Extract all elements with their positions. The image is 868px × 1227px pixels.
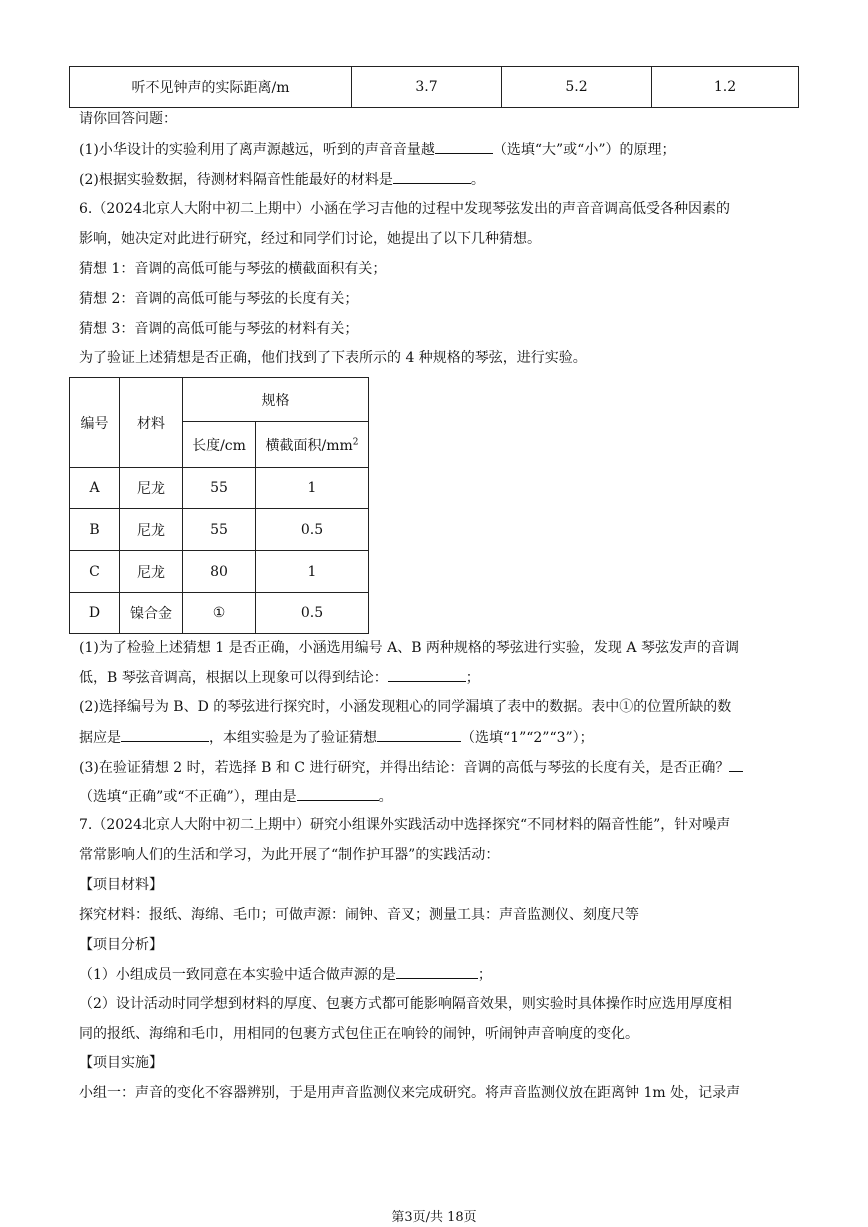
q5-part2-text: (2)根据实验数据，待测材料隔音性能最好的材料是 <box>79 172 393 188</box>
q7-implementation-1: 小组一：声音的变化不容器辨别，于是用声音监测仪来完成研究。将声音监测仪放在距离钟 1m 处，记录声 <box>79 1085 741 1101</box>
q7-heading-analysis: 【项目分析】 <box>79 937 163 953</box>
header-area-label: 横截面积/ <box>265 437 327 454</box>
q7-analysis-1-suffix: ； <box>477 967 492 983</box>
q7-analysis-2-line1: （2）设计活动时同学想到材料的厚度、包裹方式都可能影响隔音效果，则实验时具体操作时应选用厚度相 <box>79 996 732 1012</box>
cell-length: ① <box>183 593 256 634</box>
table-row <box>70 509 369 551</box>
answer-blank[interactable] <box>388 667 466 682</box>
answer-blank[interactable] <box>396 964 478 979</box>
header-id: 编号 <box>70 378 120 468</box>
q7-heading-implementation: 【项目实施】 <box>79 1055 163 1071</box>
q7-materials: 探究材料：报纸、海绵、毛巾；可做声源：闹钟、音叉；测量工具：声音监测仪、刻度尺等 <box>79 907 639 923</box>
distance-value: 3.7 <box>352 67 502 108</box>
cell-length: 55 <box>183 468 256 509</box>
q6-part3-line1 <box>79 757 743 778</box>
cell-length: 55 <box>183 509 256 551</box>
q6-intro-2: 影响，她决定对此进行研究，经过和同学们讨论，她提出了以下几种猜想。 <box>79 231 541 247</box>
q5-part2-suffix: 。 <box>470 172 485 188</box>
cell-area: 0.5 <box>256 509 369 551</box>
q7-analysis-1 <box>79 964 492 985</box>
cell-id: D <box>70 593 120 634</box>
q7-analysis-1-text: （1）小组成员一致同意在本实验中适合做声源的是 <box>79 967 396 983</box>
table-row <box>70 551 369 593</box>
q6-part1-suffix: ； <box>465 670 480 686</box>
cell-id: C <box>70 551 120 593</box>
cell-material: 镍合金 <box>120 593 183 634</box>
q6-guess-1: 猜想 1：音调的高低可能与琴弦的横截面积有关； <box>79 261 387 277</box>
answer-blank[interactable] <box>121 727 209 742</box>
cell-id: B <box>70 509 120 551</box>
q6-intro-1: 6.（2024北京人大附中初二上期中）小涵在学习吉他的过程中发现琴弦发出的声音音调高低受各种因素的 <box>79 201 730 217</box>
q6-part3-line2 <box>79 786 393 807</box>
answer-blank[interactable] <box>377 727 461 742</box>
distance-row-label: 听不见钟声的实际距离/m <box>70 67 352 108</box>
table-row <box>70 593 369 634</box>
q6-part3-mid: （选填“正确”或“不正确”），理由是 <box>79 789 297 805</box>
header-area-unit: mm <box>326 437 353 454</box>
answer-blank[interactable] <box>435 139 493 154</box>
table-row <box>70 468 369 509</box>
q6-part1-line1: (1)为了检验上述猜想 1 是否正确，小涵选用编号 A、B 两种规格的琴弦进行实验，发现 A 琴弦发声的音调 <box>79 640 739 656</box>
cell-material: 尼龙 <box>120 551 183 593</box>
header-length: 长度/cm <box>183 422 256 468</box>
q6-part2-text: 据应是 <box>79 730 121 746</box>
q6-part1-text: 低，B 琴弦音调高，根据以上现象可以得到结论： <box>79 670 388 686</box>
q5-part1-text: (1)小华设计的实验利用了离声源越远，听到的声音音量越 <box>79 142 435 158</box>
q6-part2-line1: (2)选择编号为 B、D 的琴弦进行探究时，小涵发现粗心的同学漏填了表中的数据。表中①的位置所缺的数 <box>79 699 732 715</box>
header-area <box>256 422 369 468</box>
q7-analysis-2-line2: 同的报纸、海绵和毛巾，用相同的包裹方式包住正在响铃的闹钟，听闹钟声音响度的变化。 <box>79 1026 639 1042</box>
answer-blank[interactable] <box>729 757 743 772</box>
q7-intro-1: 7.（2024北京人大附中初二上期中）研究小组课外实践活动中选择探究“不同材料的隔音性能”，针对噪声 <box>79 817 731 833</box>
cell-area: 1 <box>256 551 369 593</box>
cell-area: 0.5 <box>256 593 369 634</box>
q6-guess-3: 猜想 3：音调的高低可能与琴弦的材料有关； <box>79 321 359 337</box>
q7-intro-2: 常常影响人们的生活和学习，为此开展了“制作护耳器”的实践活动： <box>79 847 500 863</box>
cell-material: 尼龙 <box>120 509 183 551</box>
q6-part3-text: (3)在验证猜想 2 时，若选择 B 和 C 进行研究，并得出结论：音调的高低与琴弦的长度有关，是否正确？ <box>79 760 730 776</box>
q6-part3-suffix: 。 <box>378 789 393 805</box>
q5-part1-suffix: （选填“大”或“小”）的原理； <box>492 142 676 158</box>
cell-material: 尼龙 <box>120 468 183 509</box>
q6-table-intro: 为了验证上述猜想是否正确，他们找到了下表所示的 4 种规格的琴弦，进行实验。 <box>79 350 587 366</box>
q5-part2 <box>79 169 485 190</box>
distance-table <box>69 66 799 108</box>
string-spec-table <box>69 377 369 634</box>
cell-length: 80 <box>183 551 256 593</box>
cell-area: 1 <box>256 468 369 509</box>
answer-blank[interactable] <box>393 169 471 184</box>
q5-part1 <box>79 139 675 160</box>
answer-blank[interactable] <box>297 786 379 801</box>
q6-part1-line2 <box>79 667 480 688</box>
q7-heading-materials: 【项目材料】 <box>79 877 163 893</box>
cell-id: A <box>70 468 120 509</box>
distance-value: 1.2 <box>652 67 799 108</box>
q6-guess-2: 猜想 2：音调的高低可能与琴弦的长度有关； <box>79 291 359 307</box>
header-spec: 规格 <box>183 378 369 422</box>
page-number: 第3页/共 18页 <box>391 1210 477 1225</box>
distance-value: 5.2 <box>502 67 652 108</box>
header-material: 材料 <box>120 378 183 468</box>
header-area-sup: 2 <box>352 436 359 447</box>
q6-part2-mid: ，本组实验是为了验证猜想 <box>209 730 377 746</box>
q5-prompt: 请你回答问题： <box>79 111 177 127</box>
q6-part2-line2 <box>79 727 594 748</box>
q6-part2-suffix: （选填“1”“2”“3”）； <box>461 730 594 746</box>
